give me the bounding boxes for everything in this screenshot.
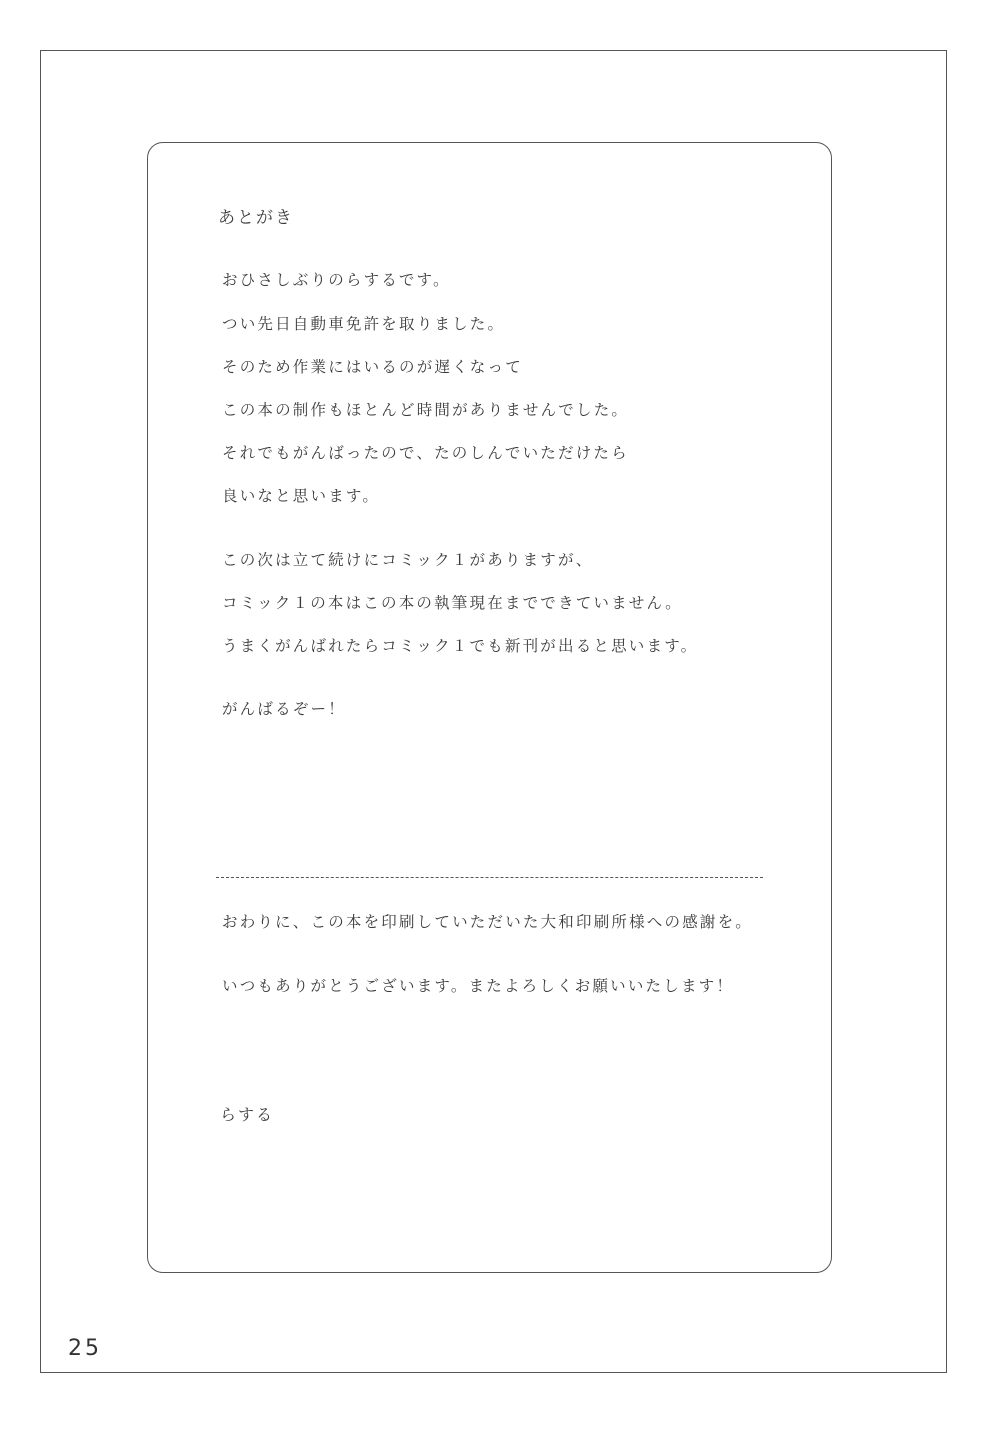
page-number: 25	[68, 1336, 102, 1361]
afterword-title: あとがき	[218, 208, 294, 228]
paragraph2-line-3: うまくがんばれたらコミック１でも新刊が出ると思います。	[222, 637, 699, 655]
dashed-divider	[216, 877, 763, 878]
thanks-line-2: いつもありがとうございます。またよろしくお願いいたします！	[222, 977, 735, 995]
paragraph2-line-2: コミック１の本はこの本の執筆現在までできていません。	[222, 594, 683, 612]
paragraph1-line-6: 良いなと思います。	[222, 487, 381, 505]
thanks-line-1: おわりに、この本を印刷していただいた大和印刷所様への感謝を。	[222, 913, 754, 931]
paragraph1-line-2: つい先日自動車免許を取りました。	[222, 315, 506, 333]
paragraph2-line-1: この次は立て続けにコミック１がありますが、	[222, 551, 594, 569]
paragraph1-line-4: この本の制作もほとんど時間がありませんでした。	[222, 401, 630, 419]
paragraph1-line-1: おひさしぶりのらするです。	[222, 271, 451, 289]
paragraph1-line-5: それでもがんばったので、たのしんでいただけたら	[222, 444, 629, 462]
paragraph1-line-3: そのため作業にはいるのが遅くなって	[222, 358, 523, 376]
cheer-line: がんばるぞー！	[222, 700, 346, 718]
author-signature: らする	[220, 1105, 275, 1124]
